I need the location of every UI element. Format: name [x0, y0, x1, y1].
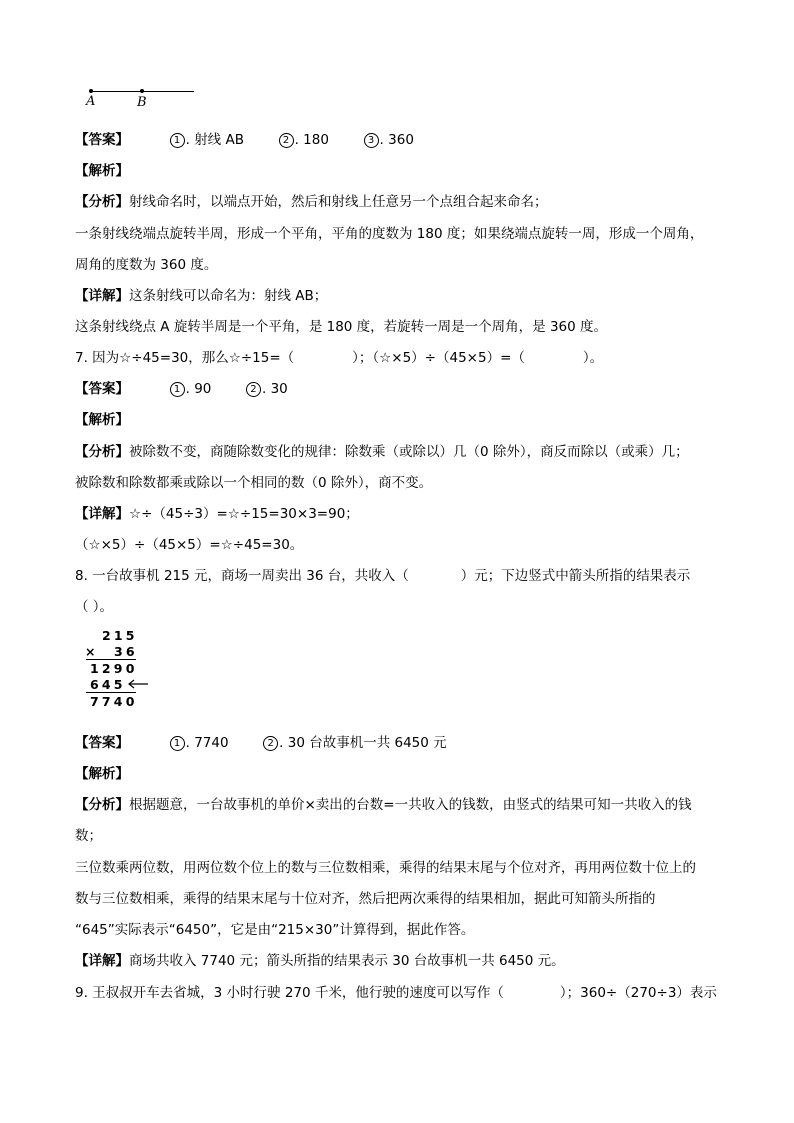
rule-line-2 [86, 692, 136, 693]
q6-fenxi-line-2: 一条射线绕端点旋转半周，形成一个平角，平角的度数为 180 度；如果绕端点旋转一周，形成一个周角， [75, 226, 704, 242]
times-sign: × [85, 644, 96, 659]
circled-one-icon: 1 [170, 133, 185, 148]
circled-two-icon: 2 [246, 382, 261, 397]
q8-fenxi-line-4: 数与三位数相乘，乘得的结果末尾与十位对齐，然后把两次乘得的结果相加，据此可知箭头所指的 [75, 891, 656, 907]
partial-product-2: 645 [90, 677, 126, 692]
q8-question: 8. 一台故事机 215 元，商场一周卖出 36 台，共收入（ ）元；下边竖式中箭头所指的结果表示 [75, 568, 691, 584]
q6-answer-2: 180 [303, 132, 329, 148]
xiangjie-tag: 【详解】 [75, 288, 129, 304]
fenxi-tag: 【分析】 [75, 444, 129, 460]
q6-xiangjie-line-2: 这条射线绕点 A 旋转半周是一个平角，是 180 度，若旋转一周是一个周角，是 360 度。 [75, 319, 608, 335]
circled-two-icon: 2 [263, 736, 278, 751]
q8-fenxi-line-1: 【分析】根据题意，一台故事机的单价×卖出的台数=一共收入的钱数，由竖式的结果可知一共收入的钱 [75, 797, 692, 813]
q8-fenxi-line-5: “645”实际表示“6450”，它是由“215×30”计算得到，据此作答。 [75, 922, 475, 938]
q8-answer-line: 【答案】 1 . 7740 2 . 30 台故事机一共 6450 元 [75, 735, 447, 751]
q8-fenxi-line-2: 数； [75, 828, 102, 844]
product: 7740 [90, 694, 138, 709]
q8-xiangjie-line-1: 【详解】商场共收入 7740 元；箭头所指的结果表示 30 台故事机一共 6450 元。 [75, 953, 565, 969]
point-b-dot [140, 89, 144, 93]
answer-tag: 【答案】 [75, 381, 129, 397]
point-a-label: A [86, 94, 96, 109]
q7-xiangjie-line-2: （☆×5）÷（45×5）=☆÷45=30。 [75, 537, 304, 553]
rule-line-1 [86, 659, 136, 660]
q6-fenxi-line-1: 【分析】射线命名时，以端点开始，然后和射线上任意另一个点组合起来命名； [75, 194, 548, 210]
q6-analysis-tag: 【解析】 [75, 163, 129, 179]
left-arrow-icon [127, 679, 149, 689]
q8-answer-1: 7740 [194, 735, 229, 751]
q6-answer-1: 射线 AB [194, 132, 244, 148]
q7-answer-line: 【答案】 1 . 90 2 . 30 [75, 381, 288, 397]
q7-analysis-tag: 【解析】 [75, 412, 129, 428]
point-a-dot [89, 89, 93, 93]
q6-answer-3: 360 [388, 132, 414, 148]
q7-fenxi-line-1: 【分析】被除数不变，商随除数变化的规律：除数乘（或除以）几（0 除外），商反而除以（或乘）几； [75, 444, 689, 460]
q7-question: 7. 因为☆÷45=30，那么☆÷15=（ ）；（☆×5）÷（45×5）=（ ）。 [75, 350, 604, 366]
q6-answer-line: 【答案】 1 . 射线 AB 2 . 180 3 . 360 [75, 132, 414, 148]
fenxi-tag: 【分析】 [75, 194, 129, 210]
q8-question-line-2: （ ）。 [75, 599, 114, 615]
q8-answer-2: 30 台故事机一共 6450 元 [287, 735, 447, 751]
circled-two-icon: 2 [279, 133, 294, 148]
q7-xiangjie-line-1: 【详解】☆÷（45÷3）=☆÷15=30×3=90； [75, 506, 359, 522]
q7-fenxi-line-2: 被除数和除数都乘或除以一个相同的数（0 除外），商不变。 [75, 475, 433, 491]
circled-one-icon: 1 [170, 736, 185, 751]
circled-one-icon: 1 [170, 382, 185, 397]
q7-answer-1: 90 [194, 381, 212, 397]
circled-three-icon: 3 [364, 133, 379, 148]
answer-tag: 【答案】 [75, 735, 129, 751]
q7-answer-2: 30 [270, 381, 288, 397]
answer-tag: 【答案】 [75, 132, 129, 148]
xiangjie-tag: 【详解】 [75, 506, 129, 522]
q9-question: 9. 王叔叔开车去省城，3 小时行驶 270 千米，他行驶的速度可以写作（ ）；360÷（270÷3）表示 [75, 985, 717, 1001]
q6-fenxi-line-3: 周角的度数为 360 度。 [75, 257, 218, 273]
multiplicand: 215 [102, 628, 138, 643]
fenxi-tag: 【分析】 [75, 797, 129, 813]
partial-product-1: 1290 [90, 661, 138, 676]
q8-fenxi-line-3: 三位数乘两位数，用两位数个位上的数与三位数相乘，乘得的结果末尾与个位对齐，再用两位数十位上的 [75, 860, 696, 876]
xiangjie-tag: 【详解】 [75, 953, 129, 969]
q6-xiangjie-line-1: 【详解】这条射线可以命名为：射线 AB； [75, 288, 328, 304]
q8-analysis-tag: 【解析】 [75, 766, 129, 782]
multiplier: 36 [114, 644, 138, 659]
point-b-label: B [137, 95, 147, 110]
